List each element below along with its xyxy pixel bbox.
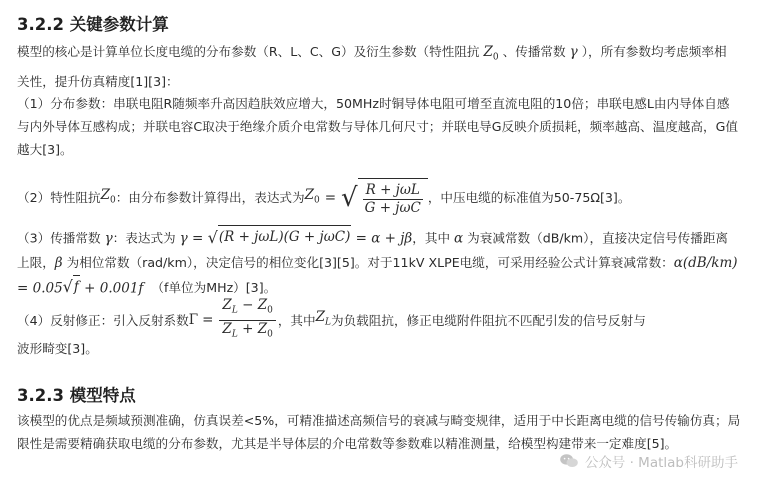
- reflection-formula: $\frac{Z_L - Z_0}{Z_L + Z_0}$: [219, 297, 275, 343]
- z0-symbol: $Z_0$: [100, 187, 116, 206]
- item-characteristic-impedance: （2）特性阻抗 $Z_0$ ：由分布参数计算得出，表达式为 $Z_0$ = √ $\frac{\text{R + jωL}}{\text{G + jωC}}$ ，中压电缆的标准值为50-75Ω[3]。: [17, 178, 739, 218]
- intro-text-c: ），所有参数均考虑频率相关性，提升仿真精度[1][3]：: [17, 44, 727, 89]
- z0-denominator: G + jωC: [364, 200, 421, 216]
- intro-text-b: 、传播常数: [498, 44, 570, 59]
- section-heading-3-2-2: 3.2.2 关键参数计算: [17, 15, 169, 34]
- gamma-symbol: γ: [569, 44, 578, 60]
- gamma-formula-rhs: = α + jβ: [351, 230, 413, 247]
- beta-symbol: β: [54, 254, 63, 271]
- attenuation-formula: α(dB/km) = 0.05: [17, 254, 738, 296]
- wechat-icon: [559, 453, 579, 469]
- item-distributed-params: （1）分布参数：串联电阻R随频率升高因趋肤效应增大，50MHz时铜导体电阻可增至直流电阻的10倍；串联电感L由内导体自感与内外导体互感构成；并联电容C取决于绝缘介质介电常数与导体几何尺寸；并联电导G反映介质损耗，频率越高、温度越高，G值越大[3]。: [17, 96, 738, 157]
- z0-formula-lhs: $Z_0$: [304, 187, 320, 206]
- intro-text-a: 模型的核心是计算单位长度电缆的分布参数（R、L、C、G）及衍生参数（特性阻抗: [17, 44, 484, 59]
- section-heading-3-2-3: 3.2.3 模型特点: [17, 386, 136, 405]
- z0-numerator: R + jωL: [363, 182, 423, 200]
- model-features-paragraph: 该模型的优点是频域预测准确，仿真误差<5%，可精准描述高频信号的衰减与畸变规律，适用于中长距离电缆的信号传输仿真；局限性是需要精确获取电缆的分布参数，尤其是半导体层的介电常数等参数难以精准测量，给模型构建带来一定难度[5]。: [17, 413, 741, 451]
- watermark: [559, 451, 738, 471]
- z0-symbol: $Z_0$: [483, 44, 499, 63]
- item-reflection-correction: （4）反射修正：引入反射系数 Γ = $\frac{Z_L - Z_0}{Z_L + Z_0}$ ，其中 $Z_L$ 为负载阻抗，修正电缆附件阻抗不匹配引发的信号反射与 波形畸变[3]。: [17, 296, 646, 356]
- watermark-text: 公众号 · Matlab科研助手: [584, 455, 738, 471]
- alpha-symbol: α: [454, 230, 464, 247]
- intro-paragraph: [17, 40, 739, 93]
- zl-symbol: $Z_L$: [315, 308, 331, 328]
- item-propagation-constant: （3）传播常数 γ：表达式为 γ = √ (R + jωL)(G + jωC) = α + jβ，其中 α 为衰减常数（dB/km），直接决定信号传播距离上限，β 为相位常数（rad/km），决定信号的相位变化[3][5]。对于11kV XLPE电缆，可采用经验公式计算衰减常数：α(dB/km) = 0.05 √ f + 0.001f （f单位为MHz）[3]。: [17, 225, 739, 300]
- gamma-formula-sqrt: √ (R + jωL)(G + jωC): [208, 225, 352, 249]
- z0-formula-sqrt: √ $\frac{\text{R + jωL}}{\text{G + jωC}}$: [341, 178, 428, 218]
